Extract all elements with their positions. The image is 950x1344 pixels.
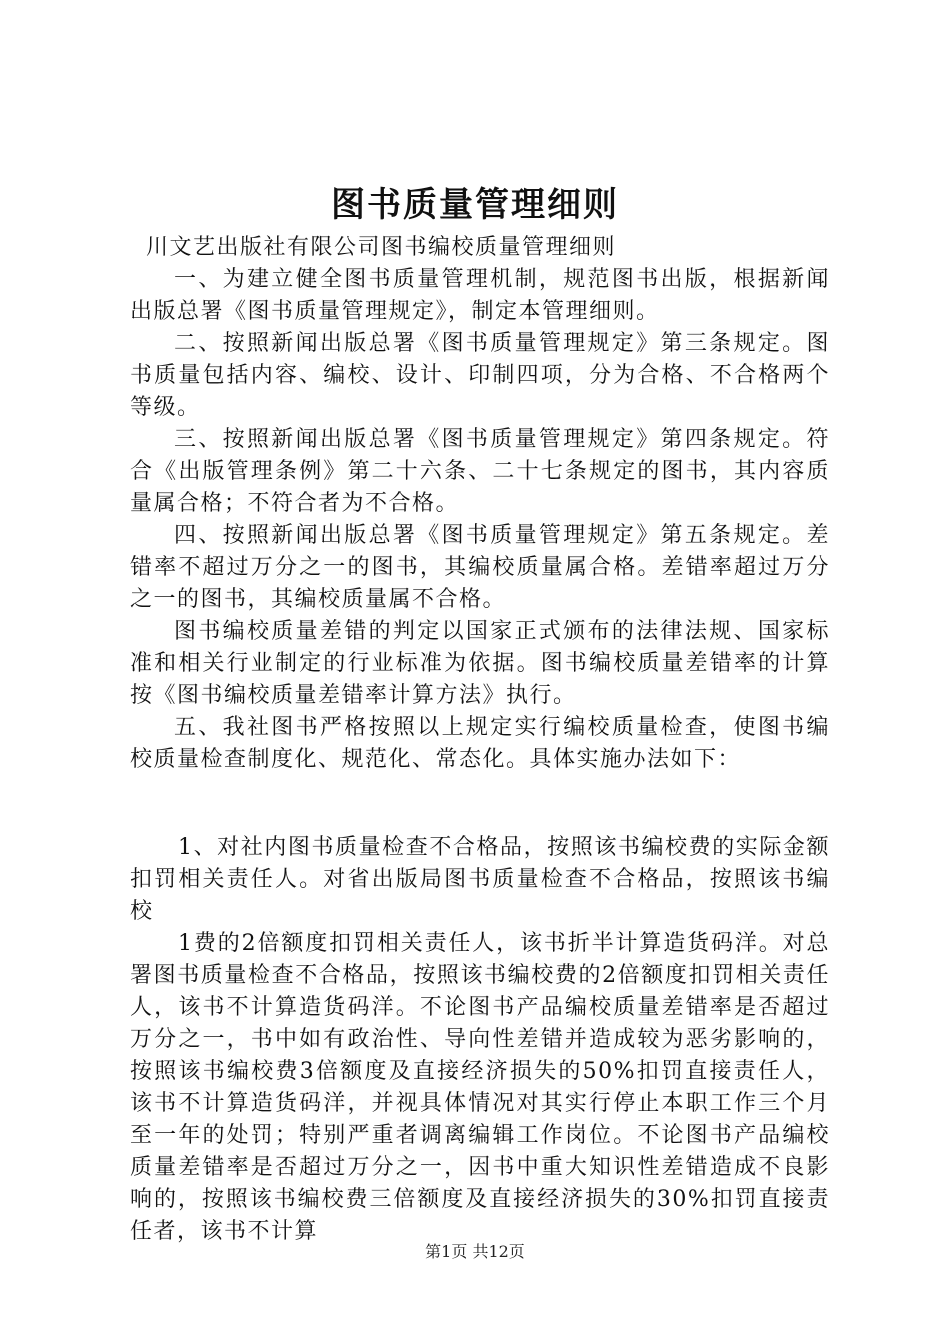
paragraph-article-1: 一、为建立健全图书质量管理机制，规范图书出版，根据新闻出版总署《图书质量管理规定》，制定本管理细则。	[130, 267, 830, 324]
paragraph-gap	[130, 776, 830, 832]
document-body	[130, 232, 830, 1248]
document-title: 图书质量管理细则	[331, 185, 619, 225]
paragraph-error-criteria: 图书编校质量差错的判定以国家正式颁布的法律法规、国家标准和相关行业制定的行业标准为依据。图书编校质量差错率的计算按《图书编校质量差错率计算方法》执行。	[130, 619, 830, 708]
paragraph-article-3: 三、按照新闻出版总署《图书质量管理规定》第四条规定。符合《出版管理条例》第二十六条、二十七条规定的图书，其内容质量属合格；不符合者为不合格。	[130, 427, 830, 516]
document-subtitle-paragraph: 川文艺出版社有限公司图书编校质量管理细则	[146, 235, 617, 260]
paragraph-item-1-continued: 1费的2倍额度扣罚相关责任人，该书折半计算造货码洋。对总署图书质量检查不合格品，按照该书编校费的2倍额度扣罚相关责任人，该书不计算造货码洋。不论图书产品编校质量差错率是否超过万分之一，书中如有政治性、导向性差错并造成较为恶劣影响的，按照该书编校费3倍额度及直接经济损失的50%扣罚直接责任人，该书不计算造货码洋，并视具体情况对其实行停止本职工作三个月至一年的处罚；特别严重者调离编辑工作岗位。不论图书产品编校质量差错率是否超过万分之一，因书中重大知识性差错造成不良影响的，按照该书编校费三倍额度及直接经济损失的30%扣罚直接责任者，该书不计算	[130, 931, 830, 1244]
page-number-footer: 第1页 共12页	[425, 1242, 525, 1261]
paragraph-article-2: 二、按照新闻出版总署《图书质量管理规定》第三条规定。图书质量包括内容、编校、设计、印制四项，分为合格、不合格两个等级。	[130, 331, 830, 420]
paragraph-item-1: 1、对社内图书质量检查不合格品，按照该书编校费的实际金额扣罚相关责任人。对省出版局图书质量检查不合格品，按照该书编校	[130, 835, 830, 924]
paragraph-article-5: 五、我社图书严格按照以上规定实行编校质量检查，使图书编校质量检查制度化、规范化、常态化。具体实施办法如下：	[130, 715, 830, 772]
paragraph-article-4: 四、按照新闻出版总署《图书质量管理规定》第五条规定。差错率不超过万分之一的图书，其编校质量属合格。差错率超过万分之一的图书，其编校质量属不合格。	[130, 523, 830, 612]
